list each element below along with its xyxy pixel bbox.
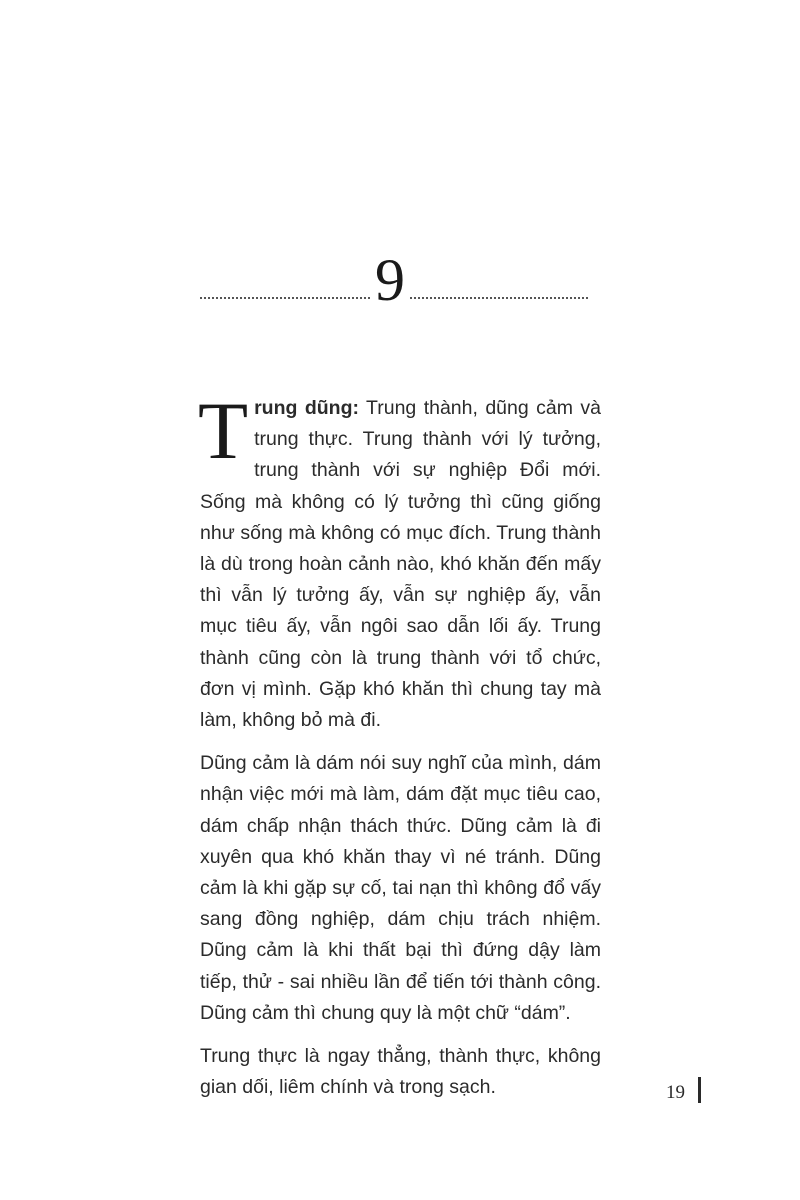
dotted-rule-right (410, 297, 588, 299)
drop-cap: T (198, 385, 249, 476)
chapter-number: 9 (375, 247, 405, 313)
paragraph-text: Trung thành, dũng cảm và trung thực. Trung thành với lý tưởng, trung thành với sự nghiệp Đổi mới. Sống mà không có lý tưởng thì cũng giống như sống mà không có mục đích. Trung thành là dù trong hoàn cảnh nào, khó khăn đến mấy thì vẫn lý tưởng ấy, vẫn sự nghiệp ấy, vẫn mục tiêu ấy, vẫn ngôi sao dẫn lối ấy. Trung thành cũng còn là trung thành với tổ chức, đơn vị mình. Gặp khó khăn thì chung tay mà làm, không bỏ mà đi. (200, 397, 601, 732)
page-number-bar (698, 1077, 701, 1103)
paragraph-dung-cam: Dũng cảm là dám nói suy nghĩ của mình, dám nhận việc mới mà làm, dám đặt mục tiêu cao, dám chấp nhận thách thức. Dũng cảm là đi xuyên qua khó khăn thay vì né tránh. Dũng cảm là khi gặp sự cố, tai nạn thì không đổ vấy sang đồng nghiệp, dám chịu trách nhiệm. Dũng cảm là khi thất bại thì đứng dậy làm tiếp, thử - sai nhiều lần để tiến tới thành công. Dũng cảm thì chung quy là một chữ “dám”. (200, 752, 601, 1024)
dotted-rule-left (200, 297, 370, 299)
chapter-body (198, 385, 601, 1115)
chapter-heading (200, 247, 588, 313)
lead-term: rung dũng: (254, 397, 359, 419)
paragraph-trung-thuc: Trung thực là ngay thẳng, thành thực, không gian dối, liêm chính và trong sạch. (200, 1045, 601, 1099)
page-number: 19 (666, 1082, 685, 1103)
paragraph-trung-dung (198, 385, 601, 736)
